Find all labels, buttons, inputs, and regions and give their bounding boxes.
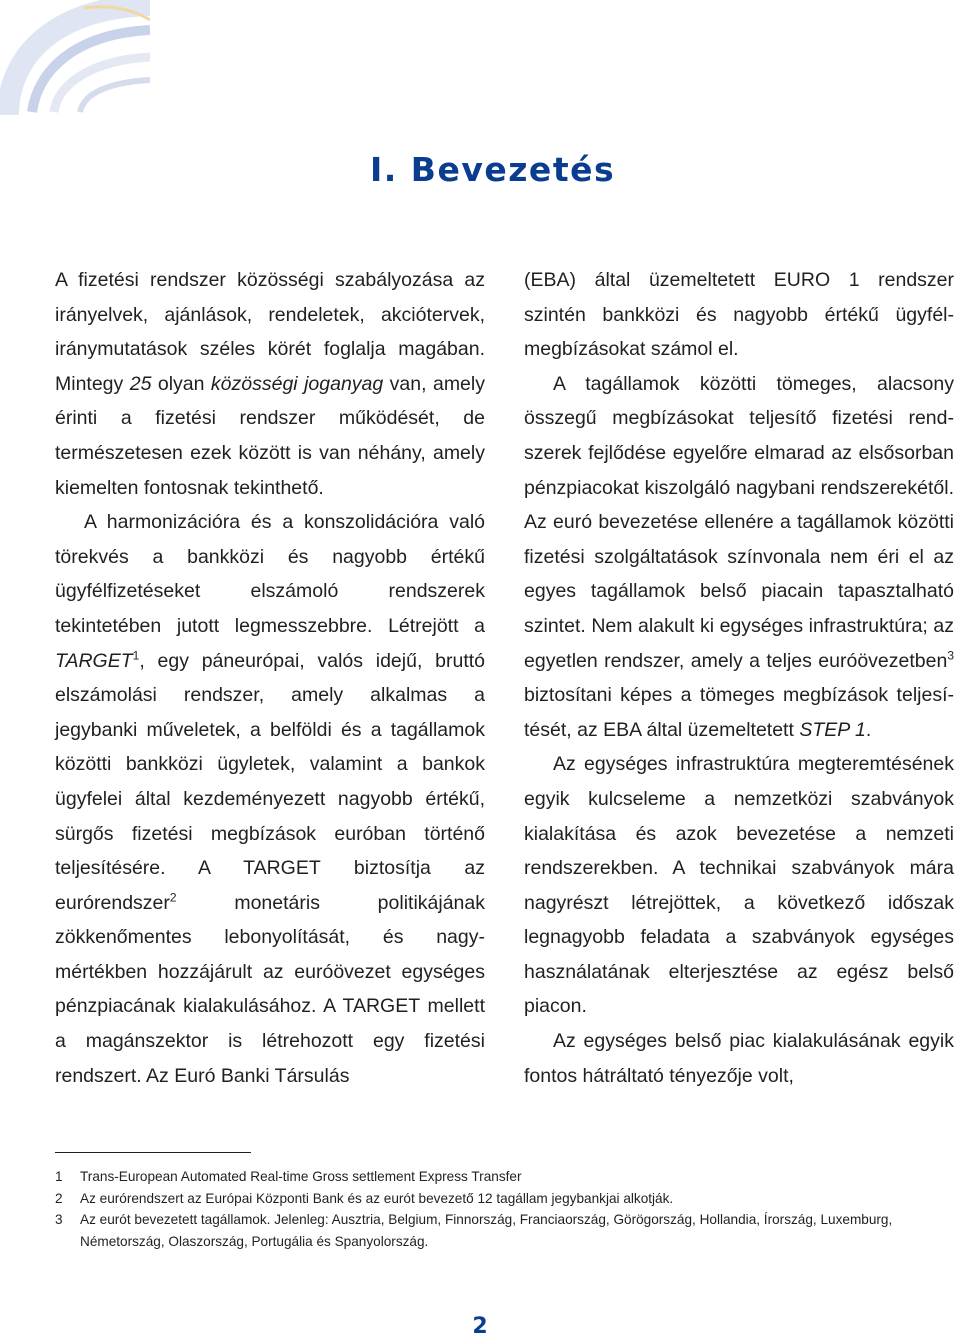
footnote-3 bbox=[55, 1209, 955, 1252]
right-paragraph-3: Az egységes infrastruktúra megteremtésének egyik kulcseleme a nemzetközi szabványok kialakítása és azok bevezetése a nemzeti rendszerekben. A technikai szabványok mára nagyrészt létrejöttek, a következő időszak legnagyobb feladata a szabványok egységes használatának elterjesztése az egész belső piacon. bbox=[524, 753, 954, 1018]
footnote-text: Az eurót bevezetett tagállamok. Jelenleg: Ausztria, Belgium, Finnország, Franciaország, Görögország, Hollandia, Írország, Luxemburg, Németország, Olaszország, Portugália és Spanyolország. bbox=[80, 1212, 893, 1249]
footnote-ref-1: 1 bbox=[132, 648, 140, 663]
left-column bbox=[55, 263, 485, 1093]
right-paragraph-4: Az egységes belső piac kialakulásának egyik fontos hátráltató tényezője volt, bbox=[524, 1030, 954, 1087]
left-paragraph-2: A harmonizációra és a konszolidációra való törekvés a bankközi és nagyobb értékű ügyfélfizetéseket elszámoló rendszerek tekintetében jutott legmesszebbre. Létrejött a TARGET$^1$, egy páneurópai, valós idejű, bruttó elszámolási rendszer, amely alkalmas a jegybanki műveletek, a belföldi és a tagállamok közötti bankközi ügyletek, valamint a bankok ügyfelei által kezdeményezett nagyobb értékű, sürgős fizetési megbízások euróban történő teljesítésére. A TARGET biztosítja az eurórendszer$^2$ monetáris politikájának zökkenőmentes lebonyolítását, és nagymértékben hozzájárult az euróövezet egységes pénzpiacának kialakulásához. A TARGET mellett a magánszektor is létrehozott egy fizetési rendszert. Az Euró Banki Társulás bbox=[55, 511, 485, 1087]
left-paragraph-1: A fizetési rendszer közösségi szabályozása az irányelvek, ajánlások, rendeletek, akciótervek, iránymutatások széles körét foglalja magában. Mintegy 25 olyan közösségi joganyag van, amely érinti a fizetési rendszer működését, de természetesen ezek között is van néhány, amely kiemelten fontosnak tekinthető. bbox=[55, 269, 485, 499]
footnote-1 bbox=[55, 1166, 955, 1188]
footnote-number: 1 bbox=[55, 1169, 63, 1184]
footnote-number: 3 bbox=[55, 1212, 63, 1228]
footnote-number: 2 bbox=[55, 1190, 63, 1206]
footnote-text: Trans-European Automated Real-time Gross settlement Express Transfer bbox=[80, 1169, 522, 1184]
right-column bbox=[524, 263, 954, 1093]
footnote-2 bbox=[55, 1188, 955, 1210]
right-paragraph-1: (EBA) által üzemeltetett EURO 1 rendszer szintén bankközi és nagyobb értékű ügyfélmegbízásokat számol el. bbox=[524, 269, 954, 361]
footnote-text: Az eurórendszert az Európai Központi Bank és az eurót bevezető 12 tagállam jegybankjai alkotják. bbox=[80, 1190, 674, 1206]
footnotes bbox=[55, 1166, 955, 1252]
page-title: I. Bevezetés bbox=[370, 150, 616, 189]
page-number: 2 bbox=[472, 1314, 488, 1339]
footnote-ref-2: 2 bbox=[169, 890, 177, 905]
footnote-ref-3: 3 bbox=[947, 648, 954, 663]
swirl-logo-icon bbox=[0, 0, 150, 115]
right-paragraph-2: A tagállamok közötti tömeges, alacsony összegű megbízásokat teljesítő fizetési rendszerek fejlődése egyelőre elmarad az elsősorban pénzpiacokat kiszolgáló nagybani rendszerekétől. Az euró bevezetése ellenére a tagállamok közötti fizetési szolgáltatások színvonala nem éri el az egyes tagállamok belső piacain tapasztalható szintet. Nem alakult ki egységes infrastruktúra; az egyetlen rendszer, amely a teljes euróövezetben$^3$ biztosítani képes a tömeges megbízások teljesítését, az EBA által üzemeltetett STEP 1. bbox=[524, 372, 954, 741]
footnote-divider bbox=[55, 1152, 251, 1153]
